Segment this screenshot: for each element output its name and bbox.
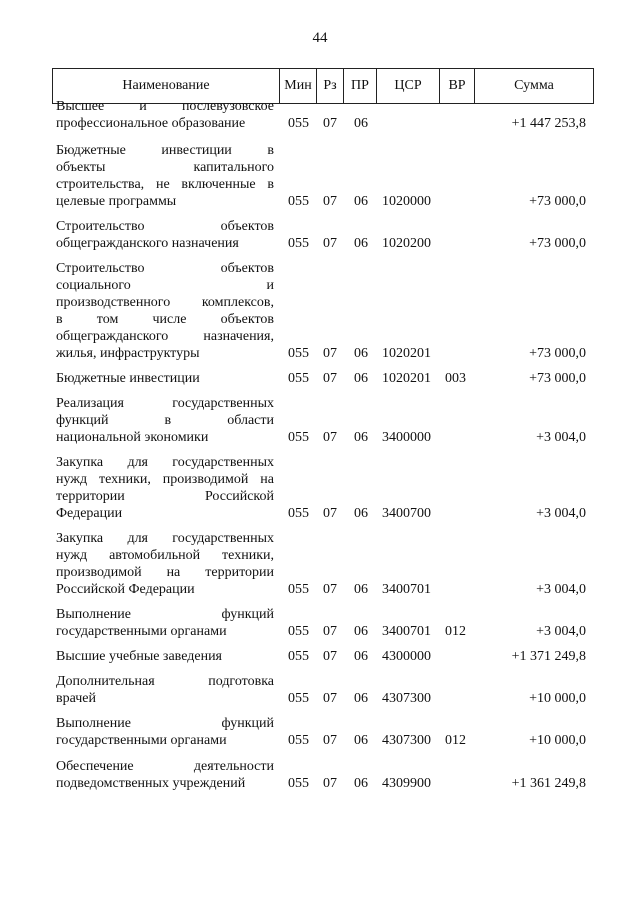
- cell-pr: 06: [354, 116, 368, 131]
- cell-pr: 06: [354, 624, 368, 639]
- cell-csr: 3400701: [382, 624, 431, 639]
- cell-min: 055: [288, 691, 309, 706]
- cell-min: 055: [288, 624, 309, 639]
- row-name-line: функций в области: [56, 413, 274, 428]
- cell-rz: 07: [323, 346, 337, 361]
- cell-csr: 4300000: [382, 649, 431, 664]
- row-name-line: Выполнение функций: [56, 607, 274, 622]
- cell-sum: +1 371 249,8: [511, 649, 586, 664]
- cell-pr: 06: [354, 430, 368, 445]
- row-name-line: Российской Федерации: [56, 582, 195, 597]
- cell-pr: 06: [354, 776, 368, 791]
- table-row: [52, 530, 594, 598]
- cell-sum: +10 000,0: [529, 733, 586, 748]
- row-name: [56, 606, 274, 640]
- cell-rz: 07: [323, 371, 337, 386]
- row-name: [56, 370, 274, 387]
- cell-min: 055: [288, 116, 309, 131]
- table-row: [52, 260, 594, 362]
- row-name: [56, 260, 274, 362]
- row-name: [56, 530, 274, 598]
- row-name-line: профессиональное образование: [56, 116, 246, 131]
- cell-sum: +73 000,0: [529, 346, 586, 361]
- row-name-line: Высшее и послевузовское: [56, 99, 274, 114]
- row-name-line: Федерации: [56, 506, 123, 521]
- cell-csr: 3400700: [382, 506, 431, 521]
- header-vr: ВР: [440, 69, 475, 104]
- row-name-line: территории Российской: [56, 489, 274, 504]
- table-row: [52, 98, 594, 132]
- page-number: 44: [312, 30, 328, 46]
- row-name-line: Дополнительная подготовка: [56, 674, 274, 689]
- cell-pr: 06: [354, 691, 368, 706]
- row-name-line: социального и: [56, 278, 274, 293]
- table-row: [52, 758, 594, 792]
- cell-csr: 4307300: [382, 691, 431, 706]
- row-name-line: врачей: [56, 691, 97, 706]
- header-rz: Рз: [317, 69, 344, 104]
- row-name: [56, 218, 274, 252]
- cell-min: 055: [288, 194, 309, 209]
- cell-rz: 07: [323, 582, 337, 597]
- cell-min: 055: [288, 733, 309, 748]
- header-min: Мин: [280, 69, 317, 104]
- table-row: [52, 218, 594, 252]
- cell-rz: 07: [323, 236, 337, 251]
- cell-csr: 1020201: [382, 371, 431, 386]
- row-name: [56, 758, 274, 792]
- cell-min: 055: [288, 506, 309, 521]
- cell-csr: 3400701: [382, 582, 431, 597]
- cell-pr: 06: [354, 371, 368, 386]
- row-name-line: общегражданского назначения,: [56, 329, 274, 344]
- row-name-line: Бюджетные инвестиции: [56, 371, 200, 386]
- cell-csr: 3400000: [382, 430, 431, 445]
- cell-sum: +3 004,0: [536, 624, 586, 639]
- cell-min: 055: [288, 776, 309, 791]
- cell-sum: +73 000,0: [529, 371, 586, 386]
- cell-sum: +1 361 249,8: [511, 776, 586, 791]
- row-name-line: объекты капитального: [56, 160, 274, 175]
- cell-rz: 07: [323, 691, 337, 706]
- row-name-line: национальной экономики: [56, 430, 209, 445]
- row-name-line: жилья, инфраструктуры: [56, 346, 200, 361]
- row-name-line: государственными органами: [56, 624, 227, 639]
- cell-vr: 003: [445, 371, 466, 386]
- cell-pr: 06: [354, 236, 368, 251]
- row-name: [56, 395, 274, 446]
- cell-min: 055: [288, 430, 309, 445]
- table-row: [52, 715, 594, 749]
- cell-min: 055: [288, 649, 309, 664]
- cell-pr: 06: [354, 194, 368, 209]
- cell-csr: 1020200: [382, 236, 431, 251]
- row-name: [56, 648, 274, 665]
- header-pr: ПР: [344, 69, 377, 104]
- header-sum: Сумма: [475, 69, 594, 104]
- cell-min: 055: [288, 371, 309, 386]
- cell-sum: +3 004,0: [536, 582, 586, 597]
- cell-sum: +73 000,0: [529, 194, 586, 209]
- row-name: [56, 454, 274, 522]
- cell-vr: 012: [445, 624, 466, 639]
- row-name-line: Выполнение функций: [56, 716, 274, 731]
- table-row: [52, 370, 594, 387]
- row-name-line: производимой на территории: [56, 565, 274, 580]
- cell-rz: 07: [323, 506, 337, 521]
- cell-csr: 1020000: [382, 194, 431, 209]
- header-csr: ЦСР: [377, 69, 440, 104]
- row-name-line: нужд техники, производимой на: [56, 472, 274, 487]
- row-name: [56, 715, 274, 749]
- cell-rz: 07: [323, 624, 337, 639]
- row-name-line: нужд автомобильной техники,: [56, 548, 274, 563]
- row-name-line: Закупка для государственных: [56, 455, 274, 470]
- row-name-line: подведомственных учреждений: [56, 776, 246, 791]
- table-row: [52, 454, 594, 522]
- table-row: [52, 142, 594, 210]
- cell-pr: 06: [354, 582, 368, 597]
- table-row: [52, 395, 594, 446]
- cell-pr: 06: [354, 506, 368, 521]
- cell-rz: 07: [323, 649, 337, 664]
- cell-csr: 4307300: [382, 733, 431, 748]
- cell-min: 055: [288, 346, 309, 361]
- cell-sum: +3 004,0: [536, 506, 586, 521]
- cell-pr: 06: [354, 346, 368, 361]
- cell-pr: 06: [354, 733, 368, 748]
- table-row: [52, 673, 594, 707]
- row-name: [56, 142, 274, 210]
- cell-vr: 012: [445, 733, 466, 748]
- table-row: [52, 648, 594, 665]
- row-name-line: Строительство объектов: [56, 219, 274, 234]
- row-name-line: Высшие учебные заведения: [56, 649, 222, 664]
- cell-min: 055: [288, 236, 309, 251]
- row-name-line: Бюджетные инвестиции в: [56, 143, 274, 158]
- cell-csr: 4309900: [382, 776, 431, 791]
- row-name: [56, 673, 274, 707]
- row-name-line: государственными органами: [56, 733, 227, 748]
- cell-sum: +1 447 253,8: [511, 116, 586, 131]
- cell-rz: 07: [323, 733, 337, 748]
- row-name-line: в том числе объектов: [56, 312, 274, 327]
- cell-sum: +73 000,0: [529, 236, 586, 251]
- cell-sum: +10 000,0: [529, 691, 586, 706]
- row-name-line: Реализация государственных: [56, 396, 274, 411]
- row-name-line: производственного комплексов,: [56, 295, 274, 310]
- row-name-line: строительства, не включенные в: [56, 177, 274, 192]
- cell-pr: 06: [354, 649, 368, 664]
- cell-min: 055: [288, 582, 309, 597]
- cell-rz: 07: [323, 194, 337, 209]
- table-row: [52, 606, 594, 640]
- cell-rz: 07: [323, 116, 337, 131]
- cell-sum: +3 004,0: [536, 430, 586, 445]
- header-name: Наименование: [53, 69, 280, 104]
- row-name-line: Обеспечение деятельности: [56, 759, 274, 774]
- row-name-line: целевые программы: [56, 194, 177, 209]
- row-name-line: Строительство объектов: [56, 261, 274, 276]
- cell-rz: 07: [323, 430, 337, 445]
- row-name: [56, 98, 274, 132]
- row-name-line: общегражданского назначения: [56, 236, 239, 251]
- row-name-line: Закупка для государственных: [56, 531, 274, 546]
- cell-rz: 07: [323, 776, 337, 791]
- cell-csr: 1020201: [382, 346, 431, 361]
